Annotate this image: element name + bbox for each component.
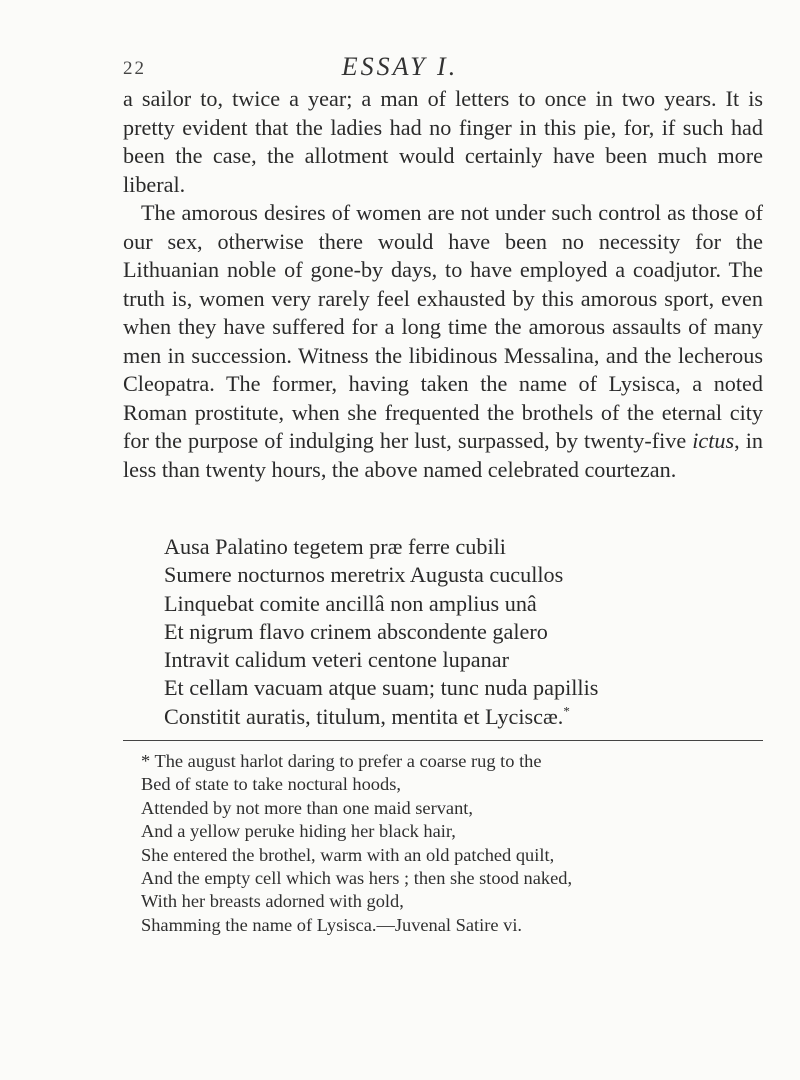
footnote-line-first: [141, 750, 761, 773]
paragraph-2: [123, 199, 763, 484]
verse-line: Linquebat comite ancillâ non amplius unâ: [164, 590, 537, 616]
verse-line: Et cellam vacuam atque suam; tunc nuda papillis: [164, 675, 599, 701]
footnote-reference-marker: *: [563, 703, 570, 719]
verse-line: Intravit calidum veteri centone lupanar: [164, 647, 509, 673]
paragraph-2-text-a: The amorous desires of women are not under such control as those of our sex, otherwise there would have been no necessity for the Lithuanian noble of gone-by days, to have employed a coadjutor. The truth is, women very rarely feel exhausted by this amorous sport, even when they have suffered for a long time the amorous assaults of many men in succession. Witness the libidinous Messalina, and the lecherous Cleopatra. The former, having taken the name of Lysisca, a noted Roman prostitute, when she frequented the brothels of the eternal city for the purpose of indulging her lust, surpassed, by twenty-five: [123, 200, 763, 453]
paragraph-2-italic-term: ictus: [692, 428, 735, 453]
footnote-line: Attended by not more than one maid servant,: [141, 797, 473, 818]
running-title: ESSAY I.: [341, 52, 459, 81]
footnote-line: And the empty cell which was hers ; then she stood naked,: [141, 868, 573, 889]
footnote-line: Bed of state to take noctural hoods,: [141, 774, 401, 795]
latin-verse: [164, 533, 764, 731]
footnote-line: She entered the brothel, warm with an old patched quilt,: [141, 844, 555, 865]
footnote-divider: [123, 740, 763, 741]
footnote-line: With her breasts adorned with gold,: [141, 891, 404, 912]
footnote: [141, 750, 761, 937]
footnote-line: And a yellow peruke hiding her black hair,: [141, 821, 456, 842]
footnote-line-text: The august harlot daring to prefer a coarse rug to the: [154, 751, 542, 771]
page-number: 22: [123, 58, 146, 79]
footnote-marker: *: [141, 751, 151, 771]
verse-line: Sumere nocturnos meretrix Augusta cucullos: [164, 562, 564, 588]
verse-line: Ausa Palatino tegetem præ ferre cubili: [164, 534, 506, 559]
verse-line-text: Constitit auratis, titulum, mentita et Lyciscæ.: [164, 703, 564, 729]
paragraph-1: a sailor to, twice a year; a man of letters to once in two years. It is pretty evident that the ladies had no finger in this pie, for, if such had been the case, the allotment would certainly have been much more liberal.: [123, 86, 763, 197]
verse-line-last: [164, 703, 764, 731]
verse-line: Et nigrum flavo crinem abscondente galero: [164, 618, 548, 644]
body-text: [123, 85, 763, 484]
paragraph-2-text-b: , in less than twenty hours, the above named celebrated courtezan.: [123, 428, 763, 482]
footnote-line: Shamming the name of Lysisca.—Juvenal Satire vi.: [141, 914, 523, 935]
